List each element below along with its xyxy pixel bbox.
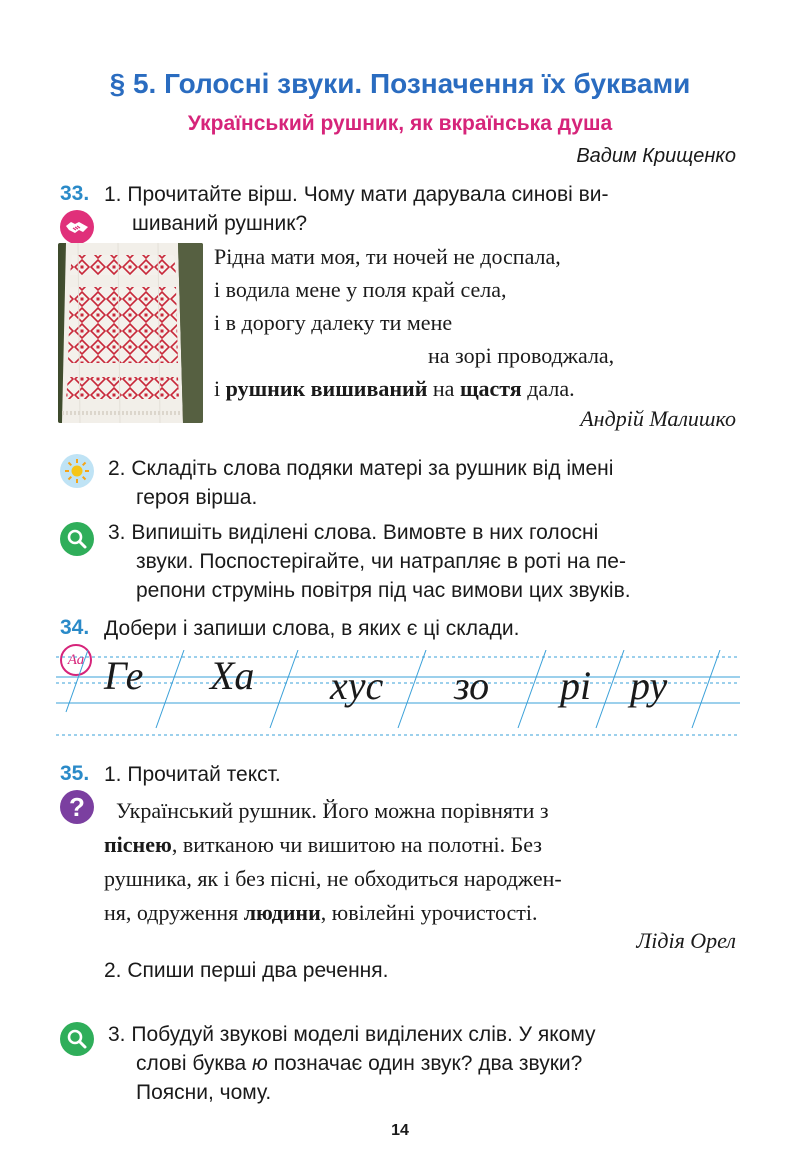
task-text-line: репони струмінь повітря під час вимови цих звуків. [136, 579, 631, 602]
task-text-line: 3. Побудуй звукові моделі виділених слів. У якому [108, 1023, 596, 1046]
poem-line: і в дорогу далеку ти мене [214, 310, 453, 335]
highlighted-word: щастя [459, 376, 522, 401]
task-text-line: Поясни, чому. [136, 1081, 272, 1104]
question-icon [60, 790, 94, 824]
exercise-number-34: 34. [60, 616, 90, 639]
exercise-35-task-2: 2. Спиши перші два речення. [104, 959, 389, 982]
search-icon-glyph [66, 528, 88, 550]
calligraphy-icon-text: Аа [67, 651, 85, 668]
text-author: Лідія Орел [636, 928, 736, 953]
italic-letter: ю [252, 1052, 268, 1075]
handshake-icon-glyph [65, 217, 89, 237]
syllable-sample: Ха [210, 653, 255, 698]
task-text-line: 2. Складіть слова подяки матері за рушник від імені [108, 457, 614, 480]
text-line: рушника, як і без пісні, не обходиться народжен- [104, 866, 562, 891]
text-line: піснею, витканою чи вишитою на полотні. Без [104, 832, 542, 857]
syllable-sample: рі [560, 663, 592, 708]
page-number: 14 [391, 1122, 409, 1139]
poem-author: Андрій Малишко [580, 406, 736, 431]
exercise-35-task-1: 1. Прочитай текст. [104, 763, 281, 786]
epigraph-author: Вадим Крищенко [576, 145, 736, 167]
highlighted-word: піснею [104, 832, 172, 857]
poem-line: на зорі проводжала, [428, 343, 615, 368]
question-icon-glyph: ? [69, 792, 85, 822]
poem-line: і водила мене у поля край села, [214, 277, 507, 302]
page-title: § 5. Голосні звуки. Позначення їх буквами [109, 68, 691, 99]
handshake-icon [60, 210, 94, 244]
sun-icon-glyph [64, 458, 90, 484]
exercise-35-text [104, 794, 740, 930]
section-subtitle: Український рушник, як вкраїнська душа [187, 112, 613, 135]
text-line: ня, одруження людини, ювілейні урочистості. [104, 900, 538, 925]
exercise-number-33: 33. [60, 182, 90, 205]
task-text-line: героя вірша. [136, 486, 258, 509]
task-text-line: 1. Прочитайте вірш. Чому мати дарувала синові ви- [104, 183, 609, 206]
sun-icon [60, 454, 94, 488]
task-text-line: звуки. Поспостерігайте, чи натрапляє в роті на пе- [136, 550, 626, 573]
highlighted-words: рушник вишиваний [225, 376, 428, 401]
embroidered-towel-image [58, 243, 203, 423]
syllable-sample: ру [630, 663, 668, 708]
poem-line: Рідна мати моя, ти ночей не доспала, [214, 244, 561, 269]
exercise-number-35: 35. [60, 762, 90, 785]
exercise-33-task-3 [108, 518, 740, 605]
exercise-35-task-3 [108, 1020, 740, 1107]
poem-line: і рушник вишиваний на щастя дала. [214, 376, 575, 401]
search-icon-glyph [66, 1028, 88, 1050]
search-icon [60, 1022, 94, 1056]
task-text-line: шиваний рушник? [132, 212, 308, 235]
syllable-sample: Ге [104, 653, 144, 698]
task-text-line: слові буква ю позначає один звук? два звуки? [136, 1052, 583, 1075]
syllable-sample: зо [454, 663, 490, 708]
syllable-sample: хус [330, 663, 384, 708]
exercise-33-task-2 [108, 454, 740, 512]
task-text-line: 3. Випишіть виділені слова. Вимовте в них голосні [108, 521, 599, 544]
text-line: Український рушник. Його можна порівняти з [116, 798, 549, 823]
search-icon [60, 522, 94, 556]
exercise-34-task: Добери і запиши слова, в яких є ці склади. [104, 617, 520, 640]
highlighted-word: людини [243, 900, 321, 925]
exercise-33-task-1 [104, 180, 740, 238]
